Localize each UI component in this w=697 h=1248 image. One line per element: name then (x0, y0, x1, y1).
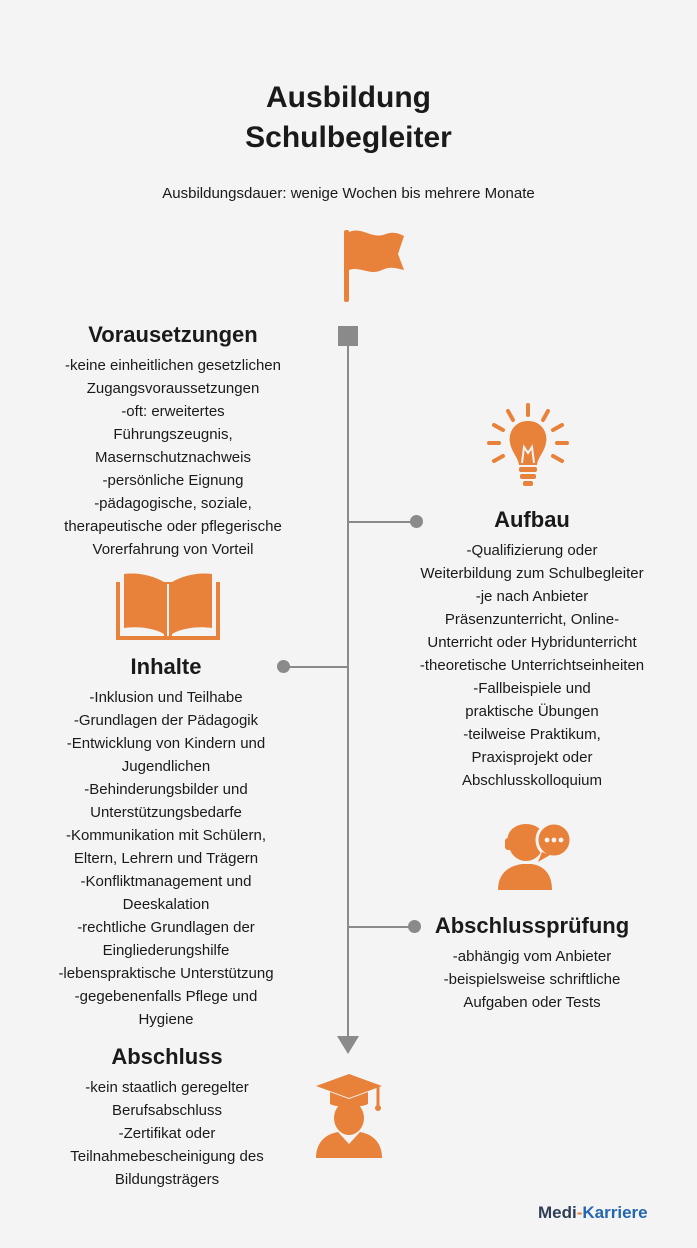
text-line: -Entwicklung von Kindern und (66, 735, 266, 752)
section-heading: Vorausetzungen (88, 322, 258, 347)
text-line: Zugangsvoraussetzungen (86, 380, 260, 397)
text-line: -pädagogische, soziale, (94, 495, 252, 512)
text-line: Unterstützungsbedarfe (90, 804, 242, 821)
section-lines (392, 539, 672, 792)
text-line: -je nach Anbieter (475, 588, 589, 605)
text-line: Bildungsträgers (114, 1171, 220, 1188)
section-lines (33, 354, 313, 561)
brand-logo (538, 1203, 648, 1223)
duration-text: Ausbildungsdauer: wenige Wochen bis mehrere Monate (162, 185, 535, 202)
text-line: Führungszeugnis, (113, 426, 233, 443)
logo-part-1: Medi (538, 1203, 577, 1222)
timeline-start-marker (338, 326, 358, 346)
text-line: -kein staatlich geregelter (85, 1079, 249, 1096)
text-line: -rechtliche Grundlagen der (77, 919, 255, 936)
section-lines (27, 1076, 307, 1191)
section-aufbau (392, 505, 672, 792)
text-line: therapeutische oder pflegerische (64, 518, 282, 535)
text-line: -Qualifizierung oder (466, 542, 598, 559)
section-heading: Aufbau (494, 507, 570, 532)
lightbulb-icon (486, 403, 570, 489)
text-line: -theoretische Unterrichtseinheiten (419, 657, 645, 674)
text-line: Aufgaben oder Tests (463, 994, 601, 1011)
book-icon (114, 572, 222, 642)
text-line: Unterricht oder Hybridunterricht (427, 634, 637, 651)
text-line: -Fallbeispiele und (473, 680, 591, 697)
text-line: -Grundlagen der Pädagogik (73, 712, 259, 729)
title-line-1: Ausbildung (266, 81, 431, 114)
text-line: -Behinderungsbilder und (84, 781, 248, 798)
timeline-end-arrow (337, 1036, 359, 1054)
text-line: -Kommunikation mit Schülern, (65, 827, 267, 844)
flag-icon (340, 228, 408, 304)
section-inhalte (26, 652, 306, 1031)
text-line: -persönliche Eignung (102, 472, 244, 489)
text-line: -teilweise Praktikum, (463, 726, 601, 743)
text-line: -beispielsweise schriftliche (443, 971, 621, 988)
section-voraussetzungen (33, 320, 313, 561)
section-abschlusspruefung (392, 911, 672, 1014)
logo-part-2: Karriere (582, 1203, 648, 1222)
text-line: -oft: erweitertes (121, 403, 225, 420)
section-heading: Inhalte (130, 654, 202, 679)
text-line: -abhängig vom Anbieter (452, 948, 612, 965)
text-line: praktische Übungen (465, 703, 599, 720)
text-line: Eltern, Lehrern und Trägern (73, 850, 259, 867)
text-line: -gegebenenfalls Pflege und (74, 988, 258, 1005)
person-speech-bubble-icon (494, 812, 574, 892)
text-line: -Konfliktmanagement und (80, 873, 252, 890)
text-line: Deeskalation (122, 896, 210, 913)
text-line: Berufsabschluss (111, 1102, 223, 1119)
text-line: -Zertifikat oder (118, 1125, 216, 1142)
text-line: Teilnahmebescheinigung des (70, 1148, 264, 1165)
text-line: -keine einheitlichen gesetzlichen (65, 357, 281, 374)
section-heading: Abschluss (111, 1044, 223, 1069)
text-line: -lebenspraktische Unterstützung (58, 965, 274, 982)
text-line: Weiterbildung zum Schulbegleiter (420, 565, 644, 582)
graduate-icon (314, 1072, 384, 1158)
text-line: Praxisprojekt oder (471, 749, 593, 766)
timeline-line (347, 340, 349, 1040)
text-line: Hygiene (138, 1011, 194, 1028)
section-abschluss (27, 1042, 307, 1191)
text-line: Masernschutznachweis (95, 449, 251, 466)
section-heading: Abschlussprüfung (434, 913, 630, 938)
text-line: Präsenzunterricht, Online- (444, 611, 620, 628)
text-line: Abschlusskolloquium (461, 772, 603, 789)
section-lines (392, 945, 672, 1014)
text-line: Jugendlichen (121, 758, 211, 775)
text-line: -Inklusion und Teilhabe (89, 689, 243, 706)
title-line-2: Schulbegleiter (245, 121, 452, 154)
page-title (0, 78, 697, 158)
section-lines (26, 686, 306, 1031)
logo-separator: - (576, 1203, 583, 1222)
text-line: Eingliederungshilfe (102, 942, 230, 959)
text-line: Vorerfahrung von Vorteil (92, 541, 254, 558)
